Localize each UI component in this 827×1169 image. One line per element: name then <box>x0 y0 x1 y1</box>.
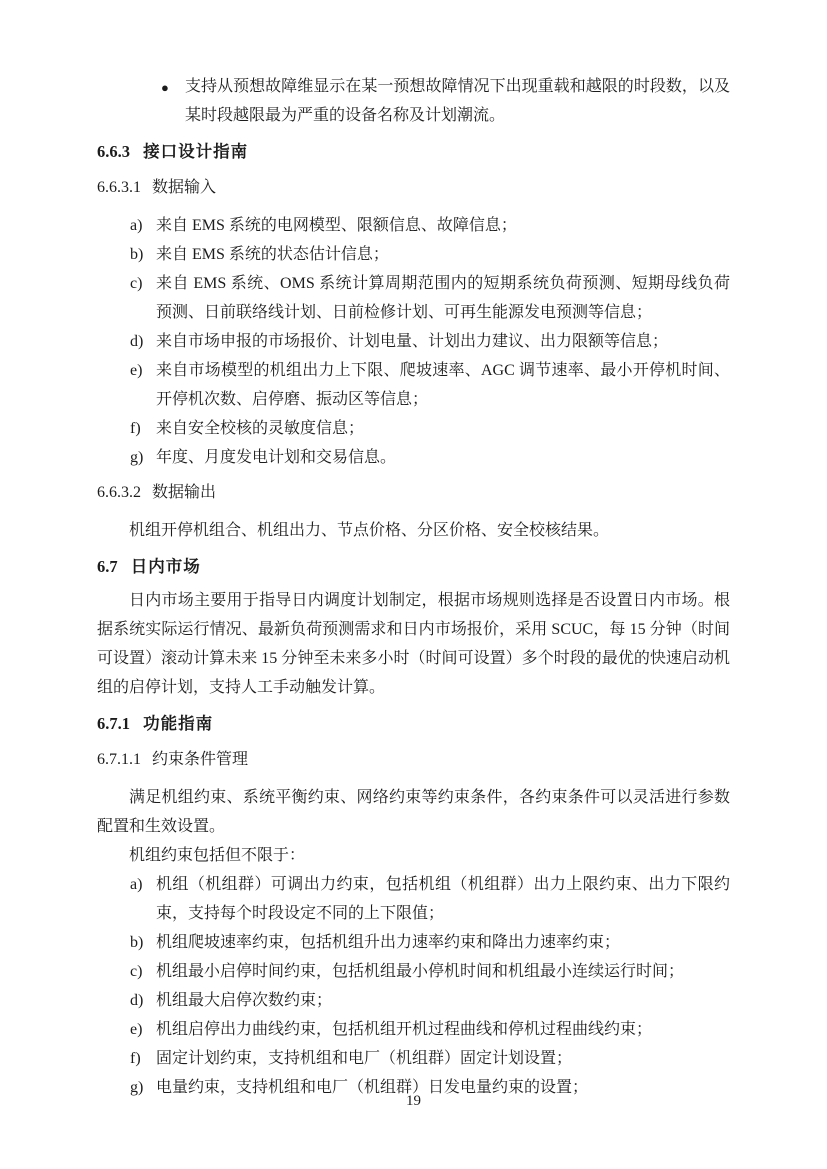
list-marker: b) <box>130 934 144 951</box>
heading-6-6-3-2 <box>97 478 730 507</box>
list-marker: g) <box>130 1079 144 1096</box>
list-marker: g) <box>130 449 144 466</box>
bullet-text: 支持从预想故障维显示在某一预想故障情况下出现重载和越限的时段数，以及某时段越限最为严重的设备名称及计划潮流。 <box>185 78 730 124</box>
list-item <box>130 1015 730 1044</box>
list-item <box>130 211 730 240</box>
list-item <box>130 1044 730 1073</box>
heading-number: 6.6.3.1 <box>97 179 141 196</box>
list-item-text: 机组启停出力曲线约束，包括机组开机过程曲线和停机过程曲线约束； <box>156 1021 653 1038</box>
list-marker: d) <box>130 992 144 1009</box>
heading-title: 数据输入 <box>152 179 217 196</box>
list-marker: f) <box>130 1050 141 1067</box>
heading-title: 约束条件管理 <box>152 751 249 768</box>
list-item-text: 机组爬坡速率约束，包括机组升出力速率约束和降出力速率约束； <box>156 934 621 951</box>
heading-number: 6.7.1 <box>97 714 130 733</box>
list-item-text: 固定计划约束，支持机组和电厂（机组群）固定计划设置； <box>156 1050 573 1067</box>
list-marker: f) <box>130 420 141 437</box>
heading-title: 接口设计指南 <box>143 143 249 161</box>
list-item-text: 机组（机组群）可调出力约束，包括机组（机组群）出力上限约束、出力下限约束，支持每个时段设定不同的上下限值； <box>156 876 730 922</box>
list-marker: e) <box>130 362 143 379</box>
list-marker: c) <box>130 275 143 292</box>
heading-title: 功能指南 <box>143 715 214 733</box>
list-marker: d) <box>130 333 144 350</box>
list-marker: a) <box>130 876 143 893</box>
heading-number: 6.6.3 <box>97 142 130 161</box>
list-item <box>130 986 730 1015</box>
page-number: 19 <box>406 1093 421 1109</box>
list-item-text: 来自市场模型的机组出力上下限、爬坡速率、AGC 调节速率、最小开停机时间、开停机次数、启停磨、振动区等信息； <box>156 362 730 408</box>
heading-6-6-3-1 <box>97 173 730 202</box>
list-item <box>130 356 730 414</box>
heading-number: 6.7.1.1 <box>97 751 141 768</box>
heading-title: 数据输出 <box>152 484 217 501</box>
paragraph-intraday-market: 日内市场主要用于指导日内调度计划制定，根据市场规则选择是否设置日内市场。根据系统实际运行情况、最新负荷预测需求和日内市场报价，采用 SCUC，每 15 分钟（时间可设置）滚动计算未来 15 分钟至未来多小时（时间可设置）多个时段的最优的快速启动机组的启停计划，支持人工手动触发计算。 <box>97 592 730 696</box>
heading-6-7 <box>97 552 730 582</box>
paragraph-data-output: 机组开停机组合、机组出力、节点价格、分区价格、安全校核结果。 <box>129 522 610 539</box>
list-item <box>130 269 730 327</box>
list-marker: e) <box>130 1021 143 1038</box>
list-item-text: 来自 EMS 系统、OMS 系统计算周期范围内的短期系统负荷预测、短期母线负荷预测、日前联络线计划、日前检修计划、可再生能源发电预测等信息； <box>156 275 730 321</box>
heading-6-7-1 <box>97 709 730 739</box>
bullet-icon: ● <box>161 80 169 95</box>
unit-constraint-list <box>97 870 730 1102</box>
list-item <box>130 240 730 269</box>
paragraph-constraints-intro: 满足机组约束、系统平衡约束、网络约束等约束条件，各约束条件可以灵活进行参数配置和生效设置。 <box>97 789 730 835</box>
list-item <box>130 870 730 928</box>
heading-title: 日内市场 <box>130 558 201 576</box>
list-item-text: 来自 EMS 系统的电网模型、限额信息、故障信息； <box>156 217 517 234</box>
list-item <box>130 443 730 472</box>
list-item <box>130 414 730 443</box>
heading-number: 6.6.3.2 <box>97 484 141 501</box>
heading-6-6-3 <box>97 137 730 167</box>
list-marker: c) <box>130 963 143 980</box>
list-marker: a) <box>130 217 143 234</box>
list-item-text: 机组最小启停时间约束，包括机组最小停机时间和机组最小连续运行时间； <box>156 963 685 980</box>
list-item-text: 机组最大启停次数约束； <box>156 992 333 1009</box>
list-item-text: 来自 EMS 系统的状态估计信息； <box>156 246 389 263</box>
list-item-text: 来自市场申报的市场报价、计划电量、计划出力建议、出力限额等信息； <box>156 333 669 350</box>
list-item-text: 电量约束，支持机组和电厂（机组群）日发电量约束的设置； <box>156 1079 589 1096</box>
heading-6-7-1-1 <box>97 745 730 774</box>
list-marker: b) <box>130 246 144 263</box>
paragraph-unit-constraints-lead: 机组约束包括但不限于： <box>129 847 306 864</box>
heading-number: 6.7 <box>97 557 118 576</box>
bullet-item <box>161 72 730 130</box>
list-item <box>130 957 730 986</box>
data-input-list <box>97 211 730 472</box>
list-item-text: 年度、月度发电计划和交易信息。 <box>156 449 397 466</box>
list-item <box>130 327 730 356</box>
list-item-text: 来自安全校核的灵敏度信息； <box>156 420 365 437</box>
list-item <box>130 928 730 957</box>
